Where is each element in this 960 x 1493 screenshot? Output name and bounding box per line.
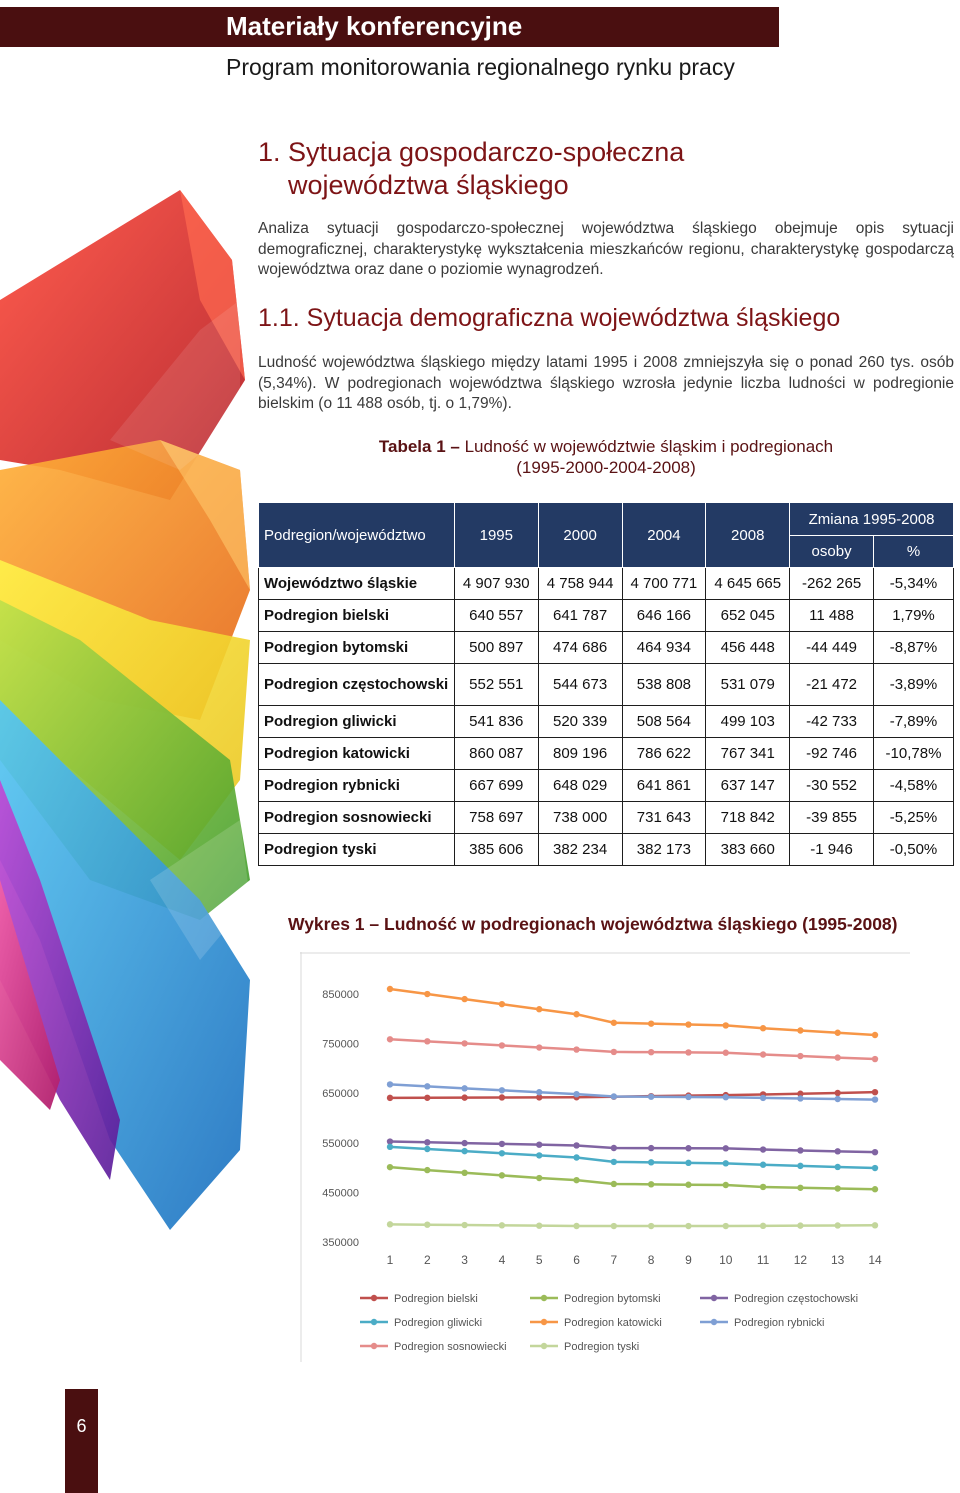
data-point <box>573 1046 579 1052</box>
x-tick-label: 6 <box>573 1253 580 1267</box>
value-cell-percent: -7,89% <box>873 706 953 738</box>
data-point <box>461 1222 467 1228</box>
population-line-chart <box>300 952 910 1362</box>
value-cell-v2008: 4 645 665 <box>706 568 790 600</box>
data-point <box>872 1149 878 1155</box>
legend-marker <box>711 1319 717 1325</box>
value-cell-v2008: 637 147 <box>706 770 790 802</box>
data-point <box>760 1025 766 1031</box>
data-point <box>461 1170 467 1176</box>
data-point <box>723 1223 729 1229</box>
value-cell-persons: -92 746 <box>790 738 874 770</box>
chart-caption-label: Wykres 1 <box>288 914 365 934</box>
data-point <box>424 1167 430 1173</box>
data-point <box>834 1148 840 1154</box>
x-tick-label: 11 <box>756 1253 770 1267</box>
data-point <box>834 1030 840 1036</box>
chart-caption-text: Ludność w podregionach województwa śląskiego (1995-2008) <box>384 914 898 934</box>
value-cell-persons: -42 733 <box>790 706 874 738</box>
y-tick-label: 750000 <box>322 1038 359 1051</box>
value-cell-v2004: 731 643 <box>622 802 706 834</box>
data-point <box>536 1175 542 1181</box>
data-point <box>685 1094 691 1100</box>
value-cell-v1995: 640 557 <box>454 600 538 632</box>
value-cell-v2000: 738 000 <box>538 802 622 834</box>
data-point <box>424 1221 430 1227</box>
data-point <box>611 1181 617 1187</box>
x-tick-label: 8 <box>647 1253 655 1267</box>
data-point <box>387 986 393 992</box>
data-point <box>685 1049 691 1055</box>
data-point <box>461 1085 467 1091</box>
data-point <box>461 1140 467 1146</box>
data-point <box>685 1145 691 1151</box>
value-cell-percent: -0,50% <box>873 834 953 866</box>
data-point <box>872 1186 878 1192</box>
data-point <box>461 1094 467 1100</box>
data-point <box>461 1040 467 1046</box>
value-cell-v2000: 520 339 <box>538 706 622 738</box>
value-cell-v2000: 648 029 <box>538 770 622 802</box>
value-cell-persons: -30 552 <box>790 770 874 802</box>
legend-label: Podregion sosnowiecki <box>394 1341 507 1353</box>
legend-marker <box>541 1319 547 1325</box>
data-point <box>872 1165 878 1171</box>
value-cell-v2004: 786 622 <box>622 738 706 770</box>
data-point <box>723 1145 729 1151</box>
data-point <box>648 1159 654 1165</box>
value-cell-v2008: 531 079 <box>706 664 790 706</box>
data-point <box>536 1044 542 1050</box>
x-tick-label: 12 <box>793 1253 808 1267</box>
data-point <box>648 1181 654 1187</box>
data-point <box>611 1093 617 1099</box>
value-cell-v2004: 646 166 <box>622 600 706 632</box>
value-cell-v2000: 544 673 <box>538 664 622 706</box>
value-cell-persons: -44 449 <box>790 632 874 664</box>
data-point <box>387 1144 393 1150</box>
chart-svg <box>300 952 910 1362</box>
value-cell-persons: -21 472 <box>790 664 874 706</box>
legend-label: Podregion bielski <box>394 1293 478 1305</box>
value-cell-persons: -262 265 <box>790 568 874 600</box>
value-cell-v1995: 541 836 <box>454 706 538 738</box>
data-point <box>573 1154 579 1160</box>
data-point <box>499 1172 505 1178</box>
data-point <box>424 1146 430 1152</box>
legend-marker <box>541 1343 547 1349</box>
data-point <box>872 1089 878 1095</box>
intro-paragraph: Analiza sytuacji gospodarczo-społecznej województwa śląskiego obejmuje opis sytuacji demograficznej, charakterystykę wykształcenia mieszkańców regionu, charakterystykę gospodarczą województwa oraz dane o poziomie wynagrodzeń. <box>258 220 954 278</box>
data-point <box>387 1036 393 1042</box>
header-persons: osoby <box>790 536 874 568</box>
data-point <box>723 1160 729 1166</box>
legend-label: Podregion tyski <box>564 1341 640 1353</box>
table-row <box>259 802 954 834</box>
value-cell-v2008: 652 045 <box>706 600 790 632</box>
data-point <box>648 1094 654 1100</box>
data-point <box>648 1049 654 1055</box>
page-number-box <box>65 1389 98 1493</box>
x-tick-label: 1 <box>386 1253 394 1267</box>
x-tick-label: 5 <box>535 1253 543 1267</box>
value-cell-v1995: 4 907 930 <box>454 568 538 600</box>
value-cell-v1995: 500 897 <box>454 632 538 664</box>
value-cell-persons: 11 488 <box>790 600 874 632</box>
data-point <box>536 1152 542 1158</box>
data-point <box>573 1142 579 1148</box>
value-cell-v2000: 809 196 <box>538 738 622 770</box>
value-cell-v1995: 758 697 <box>454 802 538 834</box>
data-point <box>424 1095 430 1101</box>
data-point <box>611 1020 617 1026</box>
data-point <box>872 1032 878 1038</box>
region-name-cell: Podregion bielski <box>259 600 455 632</box>
data-point <box>536 1222 542 1228</box>
x-tick-label: 14 <box>868 1253 882 1267</box>
region-name-cell: Podregion rybnicki <box>259 770 455 802</box>
data-point <box>685 1223 691 1229</box>
header-subtitle: Program monitorowania regionalnego rynku pracy <box>226 54 735 80</box>
data-point <box>461 996 467 1002</box>
data-point <box>797 1163 803 1169</box>
value-cell-v2008: 456 448 <box>706 632 790 664</box>
section-title-line2: województwa śląskiego <box>288 170 569 200</box>
value-cell-v2008: 718 842 <box>706 802 790 834</box>
data-point <box>611 1159 617 1165</box>
section-title-line1: Sytuacja gospodarczo-społeczna <box>288 137 685 167</box>
data-point <box>760 1051 766 1057</box>
data-point <box>834 1096 840 1102</box>
value-cell-v2000: 4 758 944 <box>538 568 622 600</box>
value-cell-v2000: 641 787 <box>538 600 622 632</box>
value-cell-percent: -3,89% <box>873 664 953 706</box>
region-name-cell: Podregion bytomski <box>259 632 455 664</box>
legend-label: Podregion katowicki <box>564 1317 662 1329</box>
x-tick-label: 7 <box>610 1253 618 1267</box>
value-cell-v1995: 667 699 <box>454 770 538 802</box>
region-name-cell: Podregion częstochowski <box>259 664 455 706</box>
data-point <box>723 1050 729 1056</box>
table-row <box>259 834 954 866</box>
data-point <box>648 1020 654 1026</box>
data-point <box>760 1162 766 1168</box>
data-point <box>424 1139 430 1145</box>
data-point <box>723 1182 729 1188</box>
data-point <box>424 1083 430 1089</box>
data-point <box>797 1027 803 1033</box>
value-cell-percent: -4,58% <box>873 770 953 802</box>
data-point <box>573 1177 579 1183</box>
data-point <box>424 991 430 997</box>
data-point <box>499 1141 505 1147</box>
value-cell-percent: -5,34% <box>873 568 953 600</box>
value-cell-v2004: 641 861 <box>622 770 706 802</box>
legend-label: Podregion rybnicki <box>734 1317 825 1329</box>
value-cell-v1995: 860 087 <box>454 738 538 770</box>
value-cell-v1995: 385 606 <box>454 834 538 866</box>
x-tick-label: 2 <box>423 1253 431 1267</box>
data-point <box>611 1145 617 1151</box>
y-tick-label: 650000 <box>322 1088 359 1101</box>
value-cell-v1995: 552 551 <box>454 664 538 706</box>
header-1995: 1995 <box>454 503 538 568</box>
value-cell-percent: 1,79% <box>873 600 953 632</box>
data-point <box>797 1185 803 1191</box>
data-point <box>536 1006 542 1012</box>
region-name-cell: Podregion tyski <box>259 834 455 866</box>
data-point <box>499 1094 505 1100</box>
subsection-heading: 1.1. Sytuacja demograficzna województwa śląskiego <box>258 304 841 332</box>
chart-caption <box>288 914 898 935</box>
data-point <box>872 1056 878 1062</box>
header-title: Materiały konferencyjne <box>226 11 523 41</box>
data-point <box>685 1160 691 1166</box>
legend-label: Podregion gliwicki <box>394 1317 483 1329</box>
section-number: 1. <box>258 137 281 167</box>
value-cell-percent: -8,87% <box>873 632 953 664</box>
legend-marker <box>371 1343 377 1349</box>
value-cell-persons: -39 855 <box>790 802 874 834</box>
data-point <box>760 1223 766 1229</box>
data-point <box>760 1184 766 1190</box>
page-number: 6 <box>76 1416 87 1436</box>
chart-caption-dash: – <box>369 914 380 934</box>
table-caption-text: Ludność w województwie śląskim i podregionach <box>464 437 834 456</box>
x-tick-label: 13 <box>831 1253 845 1267</box>
data-point <box>685 1021 691 1027</box>
data-point <box>797 1222 803 1228</box>
data-point <box>834 1090 840 1096</box>
value-cell-persons: -1 946 <box>790 834 874 866</box>
header-region: Podregion/województwo <box>259 503 455 568</box>
data-point <box>499 1222 505 1228</box>
x-tick-label: 4 <box>498 1253 506 1267</box>
data-point <box>834 1185 840 1191</box>
table-row <box>259 568 954 600</box>
value-cell-v2004: 508 564 <box>622 706 706 738</box>
value-cell-v2008: 499 103 <box>706 706 790 738</box>
data-point <box>760 1095 766 1101</box>
data-point <box>536 1089 542 1095</box>
value-cell-v2000: 382 234 <box>538 834 622 866</box>
data-point <box>573 1223 579 1229</box>
data-point <box>872 1222 878 1228</box>
y-tick-label: 450000 <box>322 1187 359 1200</box>
value-cell-v2004: 4 700 771 <box>622 568 706 600</box>
data-point <box>797 1095 803 1101</box>
region-name-cell: Podregion sosnowiecki <box>259 802 455 834</box>
data-point <box>723 1094 729 1100</box>
data-point <box>723 1022 729 1028</box>
legend-marker <box>711 1295 717 1301</box>
data-point <box>834 1054 840 1060</box>
data-point <box>499 1150 505 1156</box>
population-table <box>258 502 954 866</box>
table-row <box>259 770 954 802</box>
y-tick-label: 550000 <box>322 1137 359 1150</box>
data-point <box>797 1053 803 1059</box>
data-point <box>611 1049 617 1055</box>
legend-marker <box>541 1295 547 1301</box>
x-tick-label: 3 <box>461 1253 468 1267</box>
data-point <box>424 1038 430 1044</box>
table-caption-label: Tabela 1 <box>378 437 446 456</box>
data-point <box>797 1147 803 1153</box>
demography-paragraph: Ludność województwa śląskiego między latami 1995 i 2008 zmniejszyła się o ponad 260 tys. osób (5,34%). W podregionach województwa śląskiego wzrosła jedynie liczba ludności w podregionie bielskim (o 11 488 osób, tj. o 1,79%). <box>258 354 954 412</box>
data-point <box>536 1141 542 1147</box>
data-point <box>834 1164 840 1170</box>
legend-label: Podregion częstochowski <box>734 1293 859 1305</box>
data-point <box>834 1222 840 1228</box>
data-point <box>760 1146 766 1152</box>
table-caption-dash: – <box>450 437 460 456</box>
table-row <box>259 664 954 706</box>
value-cell-percent: -10,78% <box>873 738 953 770</box>
legend-label: Podregion bytomski <box>564 1293 661 1305</box>
data-point <box>499 1042 505 1048</box>
table-row <box>259 632 954 664</box>
value-cell-v2004: 382 173 <box>622 834 706 866</box>
data-point <box>499 1001 505 1007</box>
region-name-cell: Podregion katowicki <box>259 738 455 770</box>
table-caption <box>300 436 912 478</box>
value-cell-percent: -5,25% <box>873 802 953 834</box>
data-point <box>461 1148 467 1154</box>
data-point <box>872 1096 878 1102</box>
value-cell-v2008: 767 341 <box>706 738 790 770</box>
table-row <box>259 706 954 738</box>
y-tick-label: 850000 <box>322 989 359 1001</box>
data-point <box>387 1164 393 1170</box>
data-point <box>648 1145 654 1151</box>
header-change: Zmiana 1995-2008 <box>790 503 954 536</box>
legend-marker <box>371 1319 377 1325</box>
data-point <box>387 1095 393 1101</box>
y-tick-label: 350000 <box>322 1237 359 1249</box>
data-point <box>611 1223 617 1229</box>
value-cell-v2004: 538 808 <box>622 664 706 706</box>
value-cell-v2008: 383 660 <box>706 834 790 866</box>
value-cell-v2004: 464 934 <box>622 632 706 664</box>
table-row <box>259 600 954 632</box>
section-heading <box>258 136 684 202</box>
data-point <box>685 1182 691 1188</box>
value-cell-v2000: 474 686 <box>538 632 622 664</box>
data-point <box>648 1223 654 1229</box>
data-point <box>387 1221 393 1227</box>
region-name-cell: Podregion gliwicki <box>259 706 455 738</box>
header-2008: 2008 <box>706 503 790 568</box>
data-point <box>573 1091 579 1097</box>
table-row <box>259 738 954 770</box>
data-point <box>573 1011 579 1017</box>
data-point <box>387 1081 393 1087</box>
region-name-cell: Województwo śląskie <box>259 568 455 600</box>
header-2000: 2000 <box>538 503 622 568</box>
x-tick-label: 9 <box>685 1253 692 1267</box>
table-caption-years: (1995-2000-2004-2008) <box>516 458 696 477</box>
header-percent: % <box>873 536 953 568</box>
data-point <box>499 1087 505 1093</box>
legend-marker <box>371 1295 377 1301</box>
x-tick-label: 10 <box>719 1253 733 1267</box>
header-2004: 2004 <box>622 503 706 568</box>
